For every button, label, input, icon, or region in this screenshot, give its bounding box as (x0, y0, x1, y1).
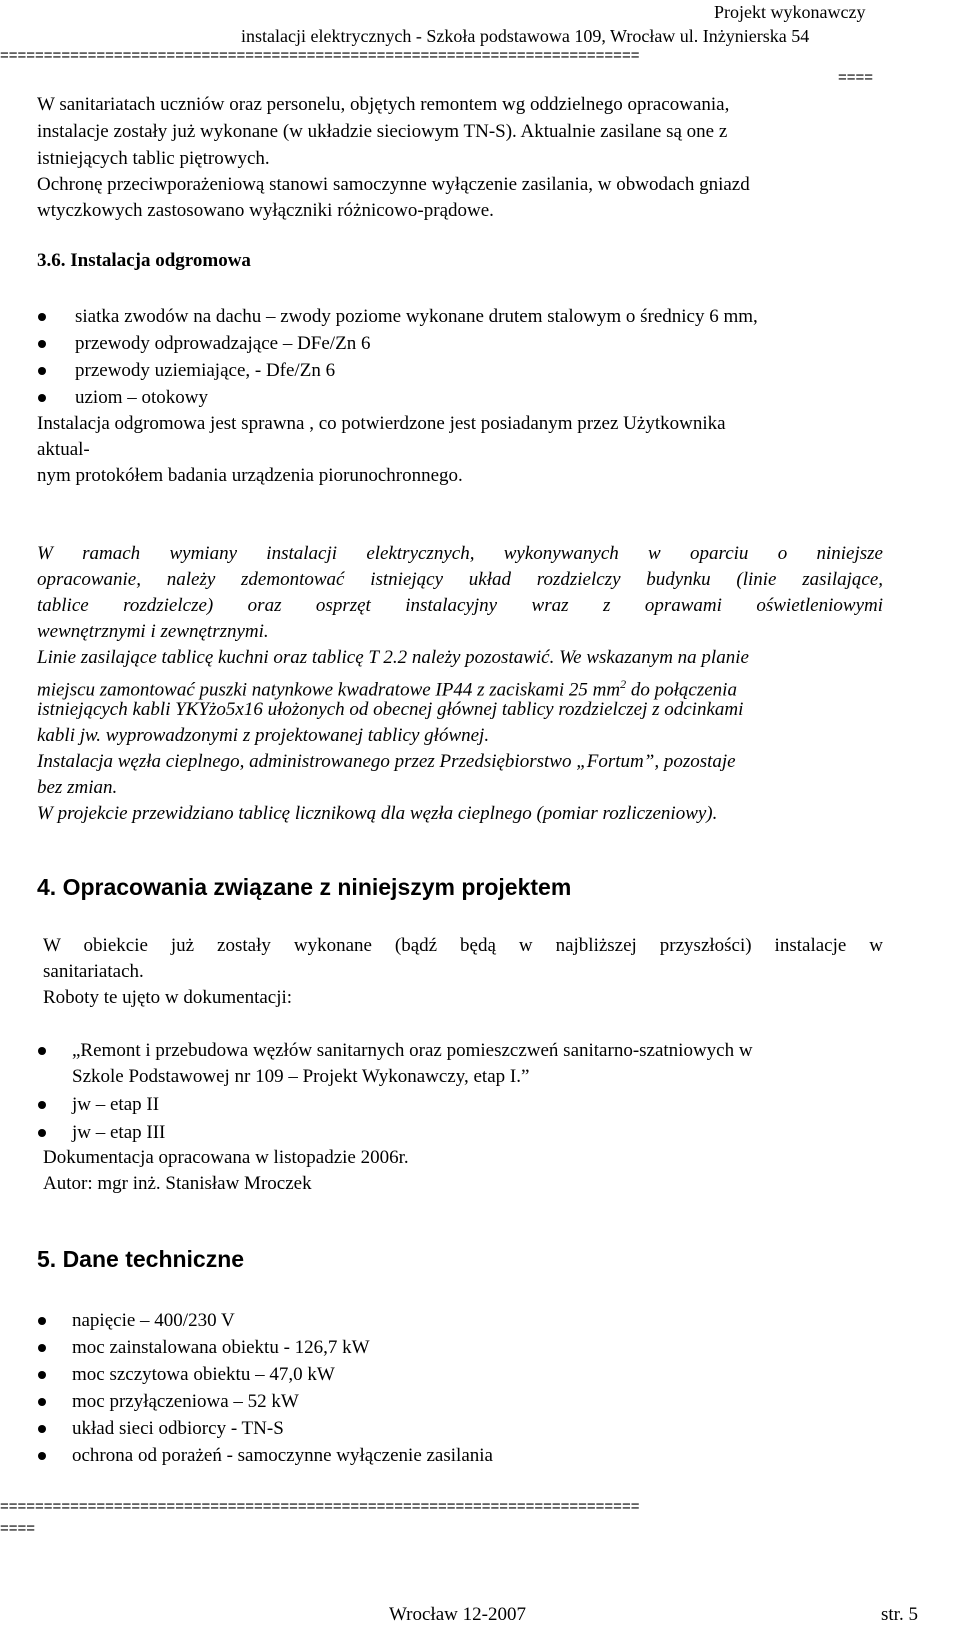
footer-page-number: str. 5 (881, 1604, 918, 1625)
bullet-icon (38, 1101, 46, 1109)
tech-bullet-3: moc szczytowa obiektu – 47,0 kW (72, 1364, 335, 1385)
header-rule-tail: ==== (838, 70, 874, 86)
tech-bullet-5: układ sieci odbiorcy - TN-S (72, 1418, 284, 1439)
intro-line-1: W sanitariatach uczniów oraz personelu, objętych remontem wg oddzielnego opracowania, (37, 94, 730, 115)
italic-p1-line-4: wewnętrznymi i zewnętrznymi. (37, 621, 269, 642)
header-rule: ========================================================================= (0, 48, 640, 64)
lightning-status-line-2: aktual- (37, 439, 90, 460)
italic-p2-line-5: Instalacja węzła cieplnego, administrowanego przez Przedsiębiorstwo „Fortum”, pozostaje (37, 751, 736, 772)
footer-place-date: Wrocław 12-2007 (389, 1604, 526, 1625)
section-5-title: 5. Dane techniczne (37, 1246, 245, 1272)
footer-rule: ========================================================================= (0, 1499, 640, 1515)
tech-bullet-1: napięcie – 400/230 V (72, 1310, 235, 1331)
tech-bullet-2: moc zainstalowana obiektu - 126,7 kW (72, 1337, 370, 1358)
intro-line-4: Ochronę przeciwporażeniową stanowi samoczynne wyłączenie zasilania, w obwodach gniazd (37, 174, 750, 195)
header-title: instalacji elektrycznych - Szkoła podstawowa 109, Wrocław ul. Inżynierska 54 (241, 26, 810, 46)
italic-p2-line-7: W projekcie przewidziano tablicę licznikową dla węzła cieplnego (pomiar rozliczeniowy). (37, 803, 718, 824)
section-4-line-3: Roboty te ujęto w dokumentacji: (43, 987, 293, 1008)
intro-line-3: istniejących tablic piętrowych. (37, 148, 270, 169)
header-doc-type: Projekt wykonawczy (714, 2, 866, 22)
docs-bullet-1-line-1: „Remont i przebudowa węzłów sanitarnych oraz pomieszczweń sanitarno-szatniowych w (72, 1040, 753, 1061)
lightning-bullet-1: siatka zwodów na dachu – zwody poziome wykonane drutem stalowym o średnicy 6 mm, (75, 306, 758, 327)
bullet-icon (38, 394, 46, 402)
italic-p2-line-1: Linie zasilające tablicę kuchni oraz tablicę T 2.2 należy pozostawić. We wskazanym na planie (37, 647, 749, 668)
lightning-status-line-1: Instalacja odgromowa jest sprawna , co potwierdzone jest posiadanym przez Użytkownika (37, 413, 726, 434)
docs-bullet-1-line-2: Szkole Podstawowej nr 109 – Projekt Wykonawczy, etap I.” (72, 1066, 530, 1087)
intro-line-5: wtyczkowych zastosowano wyłączniki różnicowo-prądowe. (37, 200, 494, 221)
lightning-bullet-3: przewody uziemiające, - Dfe/Zn 6 (75, 360, 336, 381)
section-3-6-title: 3.6. Instalacja odgromowa (37, 250, 251, 271)
superscript: 2 (620, 677, 627, 691)
section-4-line-2: sanitariatach. (43, 961, 144, 982)
bullet-icon (38, 1425, 46, 1433)
doc-author: Autor: mgr inż. Stanisław Mroczek (43, 1173, 312, 1194)
bullet-icon (38, 367, 46, 375)
bullet-icon (38, 1129, 46, 1137)
italic-p2-line-3: istniejących kabli YKYżo5x16 ułożonych od obecnej głównej tablicy rozdzielczej z odcinkami (37, 699, 744, 720)
italic-p2-line-4: kabli jw. wyprowadzonymi z projektowanej tablicy głównej. (37, 725, 490, 746)
italic-p1-line-3: tablice rozdzielcze) oraz osprzęt instalacyjny wraz z oprawami oświetleniowymi (37, 595, 883, 616)
tech-bullet-4: moc przyłączeniowa – 52 kW (72, 1391, 299, 1412)
intro-line-2: instalacje zostały już wykonane (w układzie sieciowym TN-S). Aktualnie zasilane są one z (37, 121, 728, 142)
bullet-icon (38, 1344, 46, 1352)
lightning-bullet-4: uziom – otokowy (75, 387, 208, 408)
italic-p2-line-2-text: miejscu zamontować puszki natynkowe kwadratowe IP44 z zaciskami 25 mm (37, 679, 621, 701)
section-4-line-1: W obiekcie już zostały wykonane (bądź będą w najbliższej przyszłości) instalacje w (43, 935, 883, 956)
tech-bullet-6: ochrona od porażeń - samoczynne wyłączenie zasilania (72, 1445, 493, 1466)
bullet-icon (38, 340, 46, 348)
bullet-icon (38, 1398, 46, 1406)
lightning-bullet-2: przewody odprowadzające – DFe/Zn 6 (75, 333, 371, 354)
bullet-icon (38, 1047, 46, 1055)
docs-bullet-2: jw – etap II (72, 1094, 160, 1115)
footer-rule-tail: ==== (0, 1521, 36, 1537)
section-4-title: 4. Opracowania związane z niniejszym projektem (37, 874, 572, 900)
bullet-icon (38, 313, 46, 321)
italic-p1-line-1: W ramach wymiany instalacji elektrycznych, wykonywanych w oparciu o niniejsze (37, 543, 883, 564)
doc-date: Dokumentacja opracowana w listopadzie 2006r. (43, 1147, 409, 1168)
bullet-icon (38, 1371, 46, 1379)
bullet-icon (38, 1452, 46, 1460)
italic-p2-line-2-tail: do połączenia (626, 679, 737, 701)
docs-bullet-3: jw – etap III (72, 1122, 166, 1143)
lightning-status-line-3: nym protokółem badania urządzenia piorunochronnego. (37, 465, 463, 486)
italic-p2-line-6: bez zmian. (37, 777, 118, 798)
italic-p1-line-2: opracowanie, należy zdemontować istniejący układ rozdzielczy budynku (linie zasilające, (37, 569, 883, 590)
bullet-icon (38, 1317, 46, 1325)
